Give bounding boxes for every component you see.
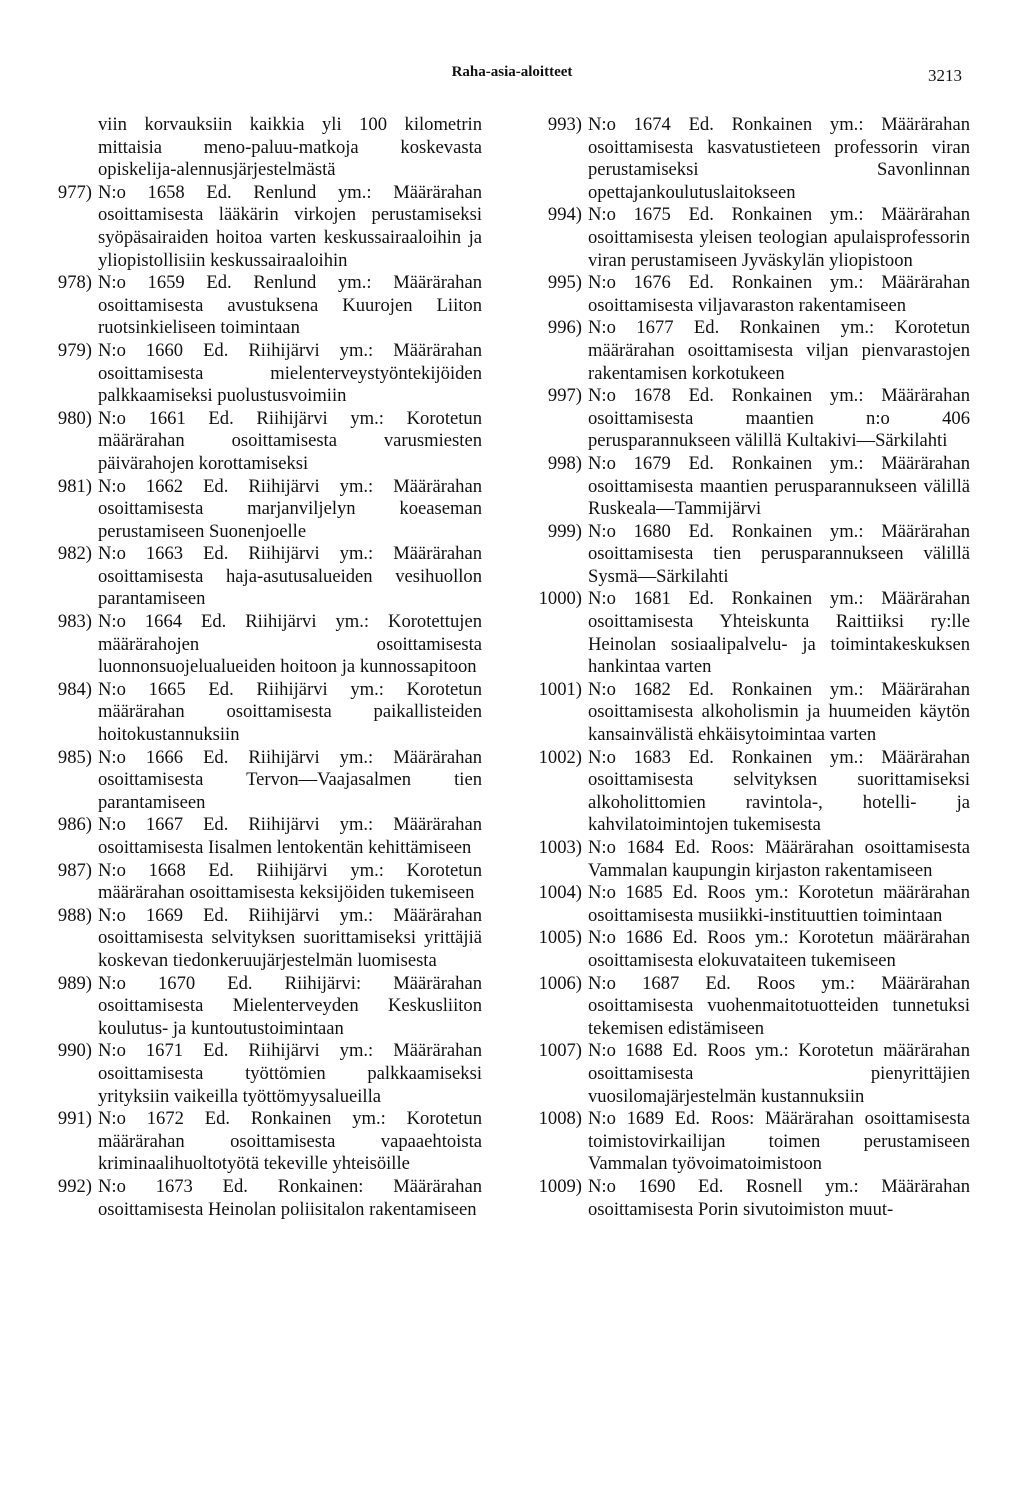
entry-text: N:o 1687 Ed. Roos ym.: Määrärahan osoittamisesta vuohenmaitotuotteiden tunnetuksi tekemisen edistämiseen — [588, 972, 970, 1039]
entry-text: N:o 1673 Ed. Ronkainen: Määrärahan osoittamisesta Heinolan poliisitalon rakentamiseen — [98, 1175, 482, 1220]
list-item — [28, 340, 482, 408]
entry-text: N:o 1664 Ed. Riihijärvi ym.: Korotettujen määrärahojen osoittamisesta luonnonsuojelualueiden hoitoon ja kunnossapitoon — [98, 611, 482, 678]
list-item — [28, 476, 482, 544]
list-item — [518, 747, 970, 837]
entry-text: N:o 1683 Ed. Ronkainen ym.: Määrärahan osoittamisesta selvityksen suorittamiseksi alkoholittomien ravintola-, hotelli- ja kahvilatoimintojen tukemisesta — [588, 746, 970, 836]
list-item — [28, 973, 482, 1041]
entry-text: N:o 1686 Ed. Roos ym.: Korotetun määrärahan osoittamisesta elokuvataiteen tukemiseen — [588, 927, 970, 971]
list-item — [28, 747, 482, 815]
running-header: Raha-asia-aloitteet — [451, 64, 573, 80]
entry-number: 1000) — [538, 588, 582, 610]
entry-text: N:o 1672 Ed. Ronkainen ym.: Korotetun määrärahan osoittamisesta vapaaehtoista kriminaalihuoltotyötä tekeville yhteisöille — [98, 1108, 482, 1175]
entry-number: 981) — [57, 475, 92, 497]
entry-number: 985) — [57, 746, 92, 768]
list-item — [518, 204, 970, 272]
entry-number: 1009) — [538, 1175, 582, 1197]
entry-number: 997) — [547, 385, 582, 407]
entry-text: N:o 1659 Ed. Renlund ym.: Määrärahan osoittamisesta avustuksena Kuurojen Liiton ruotsinkieliseen toimintaan — [98, 272, 482, 339]
entry-number: 988) — [57, 904, 92, 926]
entry-number: 977) — [57, 181, 92, 203]
entry-text: N:o 1680 Ed. Ronkainen ym.: Määrärahan osoittamisesta tien perusparannukseen välillä Sysmä—Särkilahti — [588, 520, 970, 587]
right-column — [518, 114, 970, 1221]
entry-text: N:o 1689 Ed. Roos: Määrärahan osoittamisesta toimistovirkailijan toimen perustamiseen Vammalan työvoimatoimistoon — [588, 1108, 970, 1175]
entry-number: 1006) — [538, 972, 582, 994]
entry-number: 1005) — [538, 927, 582, 949]
list-item — [518, 453, 970, 521]
entry-number: 993) — [547, 114, 582, 135]
list-item — [28, 1176, 482, 1221]
entry-text: N:o 1660 Ed. Riihijärvi ym.: Määrärahan osoittamisesta mielenterveystyöntekijöiden palkkaamiseksi puolustusvoimiin — [98, 339, 482, 407]
entry-number: 1003) — [538, 837, 582, 858]
entry-number: 980) — [57, 407, 92, 429]
entry-number: 994) — [547, 204, 582, 226]
list-item — [28, 1108, 482, 1176]
entry-text: N:o 1681 Ed. Ronkainen ym.: Määrärahan osoittamisesta Yhteiskunta Raittiiksi ry:lle Heinolan sosiaalipalvelu- ja toimintakeskuksen hankintaa varten — [588, 588, 970, 678]
entry-number: 1001) — [538, 678, 582, 700]
list-item — [28, 814, 482, 859]
entry-number: 990) — [57, 1040, 92, 1062]
entry-text: N:o 1688 Ed. Roos ym.: Korotetun määrärahan osoittamisesta pienyrittäjien vuosilomajärjestelmän kustannuksiin — [588, 1040, 970, 1107]
entry-text: N:o 1671 Ed. Riihijärvi ym.: Määrärahan osoittamisesta työttömien palkkaamiseksi yrityksiin vaikeilla työttömyysalueilla — [98, 1040, 482, 1107]
entry-number: 978) — [57, 272, 92, 294]
entry-number: 986) — [57, 814, 92, 836]
entry-text: N:o 1670 Ed. Riihijärvi: Määrärahan osoittamisesta Mielenterveyden Keskusliiton koulutus- ja kuntoutustoimintaan — [98, 972, 482, 1039]
list-item — [518, 317, 970, 385]
list-item — [28, 860, 482, 905]
list-item — [518, 272, 970, 317]
entry-number: 996) — [547, 317, 582, 339]
list-item — [518, 521, 970, 589]
entry-text: N:o 1661 Ed. Riihijärvi ym.: Korotetun määrärahan osoittamisesta varusmiesten päivärahojen korottamiseksi — [98, 407, 482, 474]
entry-number: 1008) — [538, 1108, 582, 1130]
list-item — [28, 272, 482, 340]
list-item — [518, 837, 970, 882]
entry-text: N:o 1676 Ed. Ronkainen ym.: Määrärahan osoittamisesta viljavaraston rakentamiseen — [588, 272, 970, 316]
entry-text: N:o 1678 Ed. Ronkainen ym.: Määrärahan osoittamisesta maantien n:o 406 perusparannukseen välillä Kultakivi—Särkilahti — [588, 385, 970, 452]
list-item — [28, 905, 482, 973]
list-item — [518, 1176, 970, 1221]
entry-text: N:o 1665 Ed. Riihijärvi ym.: Korotetun määrärahan osoittamisesta paikallisteiden hoitokustannuksiin — [98, 678, 482, 746]
entry-number: 999) — [547, 520, 582, 542]
list-item — [518, 1108, 970, 1176]
entry-number: 989) — [57, 972, 92, 994]
entry-number: 987) — [57, 859, 92, 881]
entry-text: N:o 1662 Ed. Riihijärvi ym.: Määrärahan osoittamisesta marjanviljelyn koeaseman perustamiseen Suonenjoelle — [98, 475, 482, 542]
continued-entry-text: viin korvauksiin kaikkia yli 100 kilometrin mittaisia meno-paluu-matkoja koskevasta opiskelija-alennusjärjestelmästä — [98, 114, 482, 181]
entry-number: 998) — [547, 452, 582, 474]
entry-number: 984) — [57, 678, 92, 700]
entry-text: N:o 1669 Ed. Riihijärvi ym.: Määrärahan osoittamisesta selvityksen suorittamiseksi yrittäjiä koskevan tiedonkeruujärjestelmän luomisesta — [98, 904, 482, 971]
list-item — [28, 543, 482, 611]
list-item — [518, 114, 970, 204]
list-item — [28, 611, 482, 679]
entry-number: 995) — [547, 272, 582, 294]
list-item — [28, 1040, 482, 1108]
entry-number: 983) — [57, 611, 92, 633]
list-item — [28, 408, 482, 476]
entry-text: N:o 1679 Ed. Ronkainen ym.: Määrärahan osoittamisesta maantien perusparannukseen välillä Ruskeala—Tammijärvi — [588, 452, 970, 520]
entry-text: N:o 1663 Ed. Riihijärvi ym.: Määrärahan osoittamisesta haja-asutusalueiden vesihuollon parantamiseen — [98, 543, 482, 610]
entry-text: N:o 1690 Ed. Rosnell ym.: Määrärahan osoittamisesta Porin sivutoimiston muut- — [588, 1175, 970, 1220]
entry-text: N:o 1666 Ed. Riihijärvi ym.: Määrärahan osoittamisesta Tervon—Vaajasalmen tien parantamiseen — [98, 746, 482, 813]
page-number: 3213 — [928, 66, 962, 85]
list-item — [518, 385, 970, 453]
list-item — [28, 182, 482, 272]
entry-number: 982) — [57, 543, 92, 565]
entry-number: 1002) — [538, 746, 582, 768]
entry-text: N:o 1667 Ed. Riihijärvi ym.: Määrärahan osoittamisesta Iisalmen lentokentän kehittämiseen — [98, 814, 482, 858]
list-item — [518, 927, 970, 972]
list-item — [518, 1040, 970, 1108]
entry-text: N:o 1658 Ed. Renlund ym.: Määrärahan osoittamisesta lääkärin virkojen perustamiseksi syöpäsairaiden hoitoa varten keskussairaaloihin ja yliopistollisiin keskussairaaloihin — [98, 181, 482, 271]
entry-text: N:o 1682 Ed. Ronkainen ym.: Määrärahan osoittamisesta alkoholismin ja huumeiden käytön kansainvälistä ehkäisytoimintaa varten — [588, 678, 970, 746]
right-entry-list — [518, 114, 970, 1221]
entry-number: 1004) — [538, 882, 582, 904]
entry-number: 992) — [57, 1175, 92, 1197]
list-item — [28, 679, 482, 747]
list-item — [518, 679, 970, 747]
list-item — [518, 588, 970, 678]
entry-text: N:o 1674 Ed. Ronkainen ym.: Määrärahan osoittamisesta kasvatustieteen professorin viran perustamiseksi Savonlinnan opettajankoulutuslaitokseen — [588, 114, 970, 203]
left-entry-list — [28, 182, 482, 1221]
entry-text: N:o 1668 Ed. Riihijärvi ym.: Korotetun määrärahan osoittamisesta keksijöiden tukemiseen — [98, 859, 482, 904]
entry-text: N:o 1685 Ed. Roos ym.: Korotetun määrärahan osoittamisesta musiikki-instituuttien toimintaan — [588, 882, 970, 926]
list-item — [518, 882, 970, 927]
entry-text: N:o 1684 Ed. Roos: Määrärahan osoittamisesta Vammalan kaupungin kirjaston rakentamiseen — [588, 837, 970, 881]
entry-number: 979) — [57, 339, 92, 361]
entry-text: N:o 1675 Ed. Ronkainen ym.: Määrärahan osoittamisesta yleisen teologian apulaisprofessorin viran perustamiseen Jyväskylän yliopistoon — [588, 204, 970, 271]
entry-number: 1007) — [538, 1040, 582, 1062]
left-column — [28, 114, 482, 1221]
entry-text: N:o 1677 Ed. Ronkainen ym.: Korotetun määrärahan osoittamisesta viljan pienvarastojen rakentamisen korkotukeen — [588, 317, 970, 384]
entry-number: 991) — [57, 1108, 92, 1130]
list-item — [518, 973, 970, 1041]
